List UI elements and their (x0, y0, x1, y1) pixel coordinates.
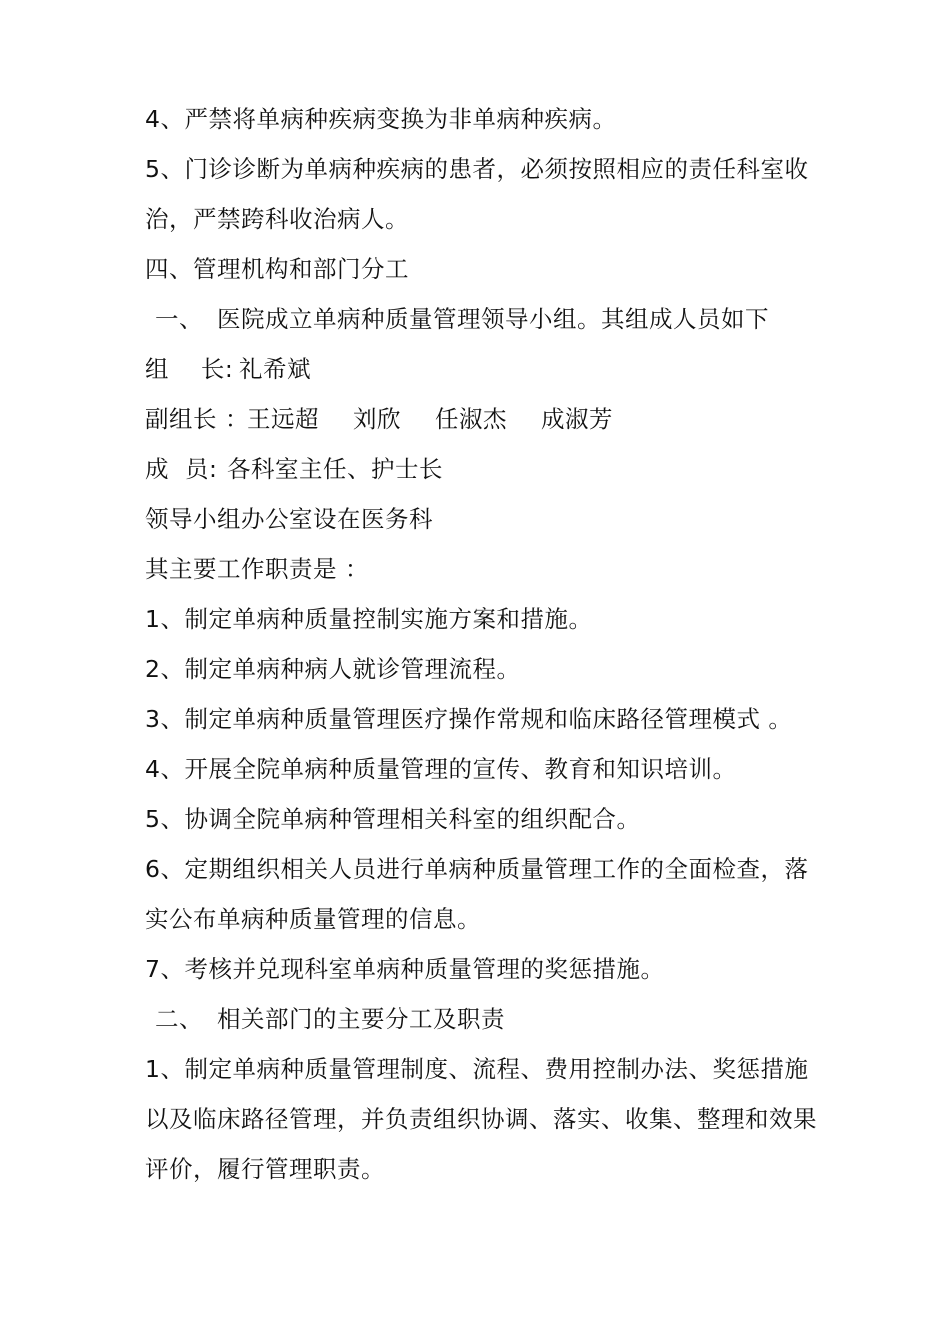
subsection-title: 医院成立单病种质量管理领导小组。其组成人员如下 (217, 305, 769, 333)
dept-duty-line: 评价，履行管理职责。 (145, 1155, 385, 1183)
duty-item: 4、开展全院单病种质量管理的宣传、教育和知识培训。 (145, 755, 737, 783)
text-line: 5、门诊诊断为单病种疾病的患者，必须按照相应的责任科室收 (145, 155, 809, 183)
members-label: 成 员: (145, 455, 218, 483)
leader-name: 礼希斌 (239, 355, 311, 383)
duty-item: 3、制定单病种质量管理医疗操作常规和临床路径管理模式 。 (145, 705, 793, 733)
members-row (145, 454, 443, 484)
deputy-name: 王远超 (247, 405, 319, 433)
subsection-number: 二、 (155, 1005, 203, 1033)
deputy-label: 副组长 ： (145, 405, 249, 433)
text-line: 4、严禁将单病种疾病变换为非单病种疾病。 (145, 105, 617, 133)
members-value: 各科室主任、护士长 (227, 455, 443, 483)
leader-label: 组 长: (145, 355, 234, 383)
subsection-number: 一、 (155, 305, 203, 333)
dept-duty-line: 1、制定单病种质量管理制度、流程、费用控制办法、奖惩措施 (145, 1055, 809, 1083)
subsection-heading-1 (155, 304, 769, 334)
duty-item-continued: 实公布单病种质量管理的信息。 (145, 905, 481, 933)
deputy-row (145, 404, 647, 434)
leader-row (145, 354, 311, 384)
deputy-name: 任淑杰 (435, 405, 507, 433)
subsection-heading-2 (155, 1004, 505, 1034)
duty-item: 6、定期组织相关人员进行单病种质量管理工作的全面检查，落 (145, 855, 809, 883)
text-line: 治，严禁跨科收治病人。 (145, 205, 409, 233)
deputy-name: 成淑芳 (541, 405, 613, 433)
duties-heading: 其主要工作职责是 ： (145, 555, 369, 583)
duty-item: 1、制定单病种质量控制实施方案和措施。 (145, 605, 593, 633)
dept-duty-line: 以及临床路径管理，并负责组织协调、落实、收集、整理和效果 (145, 1105, 817, 1133)
duty-item: 2、制定单病种病人就诊管理流程。 (145, 655, 521, 683)
duty-item: 7、考核并兑现科室单病种质量管理的奖惩措施。 (145, 955, 665, 983)
deputy-name: 刘欣 (353, 405, 401, 433)
section-heading: 四、管理机构和部门分工 (145, 255, 409, 283)
office-line: 领导小组办公室设在医务科 (145, 505, 433, 533)
duty-item: 5、协调全院单病种管理相关科室的组织配合。 (145, 805, 641, 833)
subsection-title: 相关部门的主要分工及职责 (217, 1005, 505, 1033)
